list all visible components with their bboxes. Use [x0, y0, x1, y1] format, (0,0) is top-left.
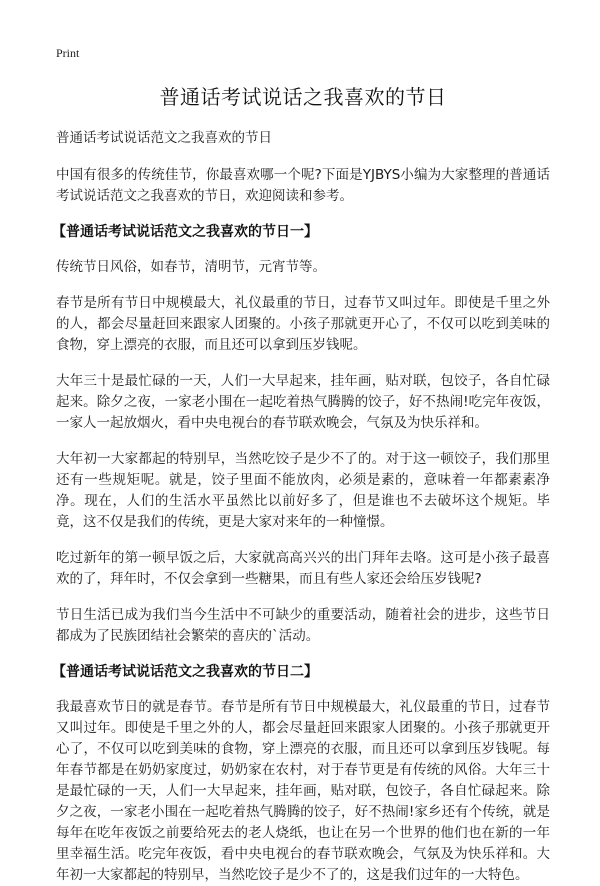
intro-paragraph: 中国有很多的传统佳节，你最喜欢哪一个呢?下面是YJBYS小编为大家整理的普通话考试说话范文之我喜欢的节日，欢迎阅读和参考。: [56, 167, 550, 204]
section-1-paragraph: 春节是所有节日中规模最大，礼仪最重的节日，过春节又叫过年。即使是千里之外的人，都会尽量赶回来跟家人团聚的。小孩子那就更开心了，不仅可以吃到美味的食物，穿上漂亮的衣服，而且还可以拿到压岁钱呢。: [56, 295, 550, 353]
section-1-paragraph: 大年三十是最忙碌的一天，人们一大早起来，挂年画，贴对联，包饺子，各自忙碌起来。除夕之夜，一家老小围在一起吃着热气腾腾的饺子，好不热闹!吃完年夜饭，一家人一起放烟火，看中央电视台的春节联欢晚会，气氛及为快乐祥和。: [56, 373, 550, 431]
section-1-paragraph: 节日生活已成为我们当今生活中不可缺少的重要活动，随着社会的进步，这些节日都成为了民族团结社会繁荣的喜庆的`活动。: [56, 607, 550, 644]
document-title: 普通话考试说话之我喜欢的节日: [159, 85, 447, 109]
document-subtitle: 普通话考试说话范文之我喜欢的节日: [56, 130, 272, 146]
section-1-paragraph: 吃过新年的第一顿早饭之后，大家就高高兴兴的出门拜年去咯。这可是小孩子最喜欢的了，拜年时，不仅会拿到一些糖果，而且有些人家还会给压岁钱呢?: [56, 550, 550, 587]
section-1-paragraph: 传统节日风俗，如春节，清明节，元宵节等。: [56, 259, 326, 275]
section-2-heading: 【普通话考试说话范文之我喜欢的节日二】: [52, 664, 318, 680]
section-1-heading: 【普通话考试说话范文之我喜欢的节日一】: [52, 224, 318, 240]
print-link[interactable]: Print: [56, 46, 80, 60]
section-2-paragraph: 我最喜欢节日的就是春节。春节是所有节日中规模最大，礼仪最重的节日，过春节又叫过年。即使是千里之外的人，都会尽量赶回来跟家人团聚的。小孩子那就更开心了，不仅可以吃到美味的食物，穿上漂亮的衣服，而且还可以拿到压岁钱呢。每年春节都是在奶奶家度过，奶奶家在农村，对于春节更是有传统的风俗。大年三十是最忙碌的一天，人们一大早起来，挂年画，贴对联，包饺子，各自忙碌起来。除夕之夜，一家老小围在一起吃着热气腾腾的饺子，好不热闹!家乡还有个传统，就是每年在吃年夜饭之前要给死去的老人烧纸，也让在另一个世界的他们也在新的一年里幸福生活。吃完年夜饭，看中央电视台的春节联欢晚会，气氛及为快乐祥和。大年初一大家都起的特别早，当然吃饺子是少不了的，这是我们过年的一大特色。: [56, 699, 550, 883]
section-1-paragraph: 大年初一大家都起的特别早，当然吃饺子是少不了的。对于这一顿饺子，我们那里还有一些规矩呢。就是，饺子里面不能放肉，必须是素的，意味着一年都素素净净。现在，人们的生活水平虽然比以前好多了，但是谁也不去破坏这个规矩。毕竟，这不仅是我们的传统，更是大家对来年的一种憧憬。: [56, 451, 550, 530]
